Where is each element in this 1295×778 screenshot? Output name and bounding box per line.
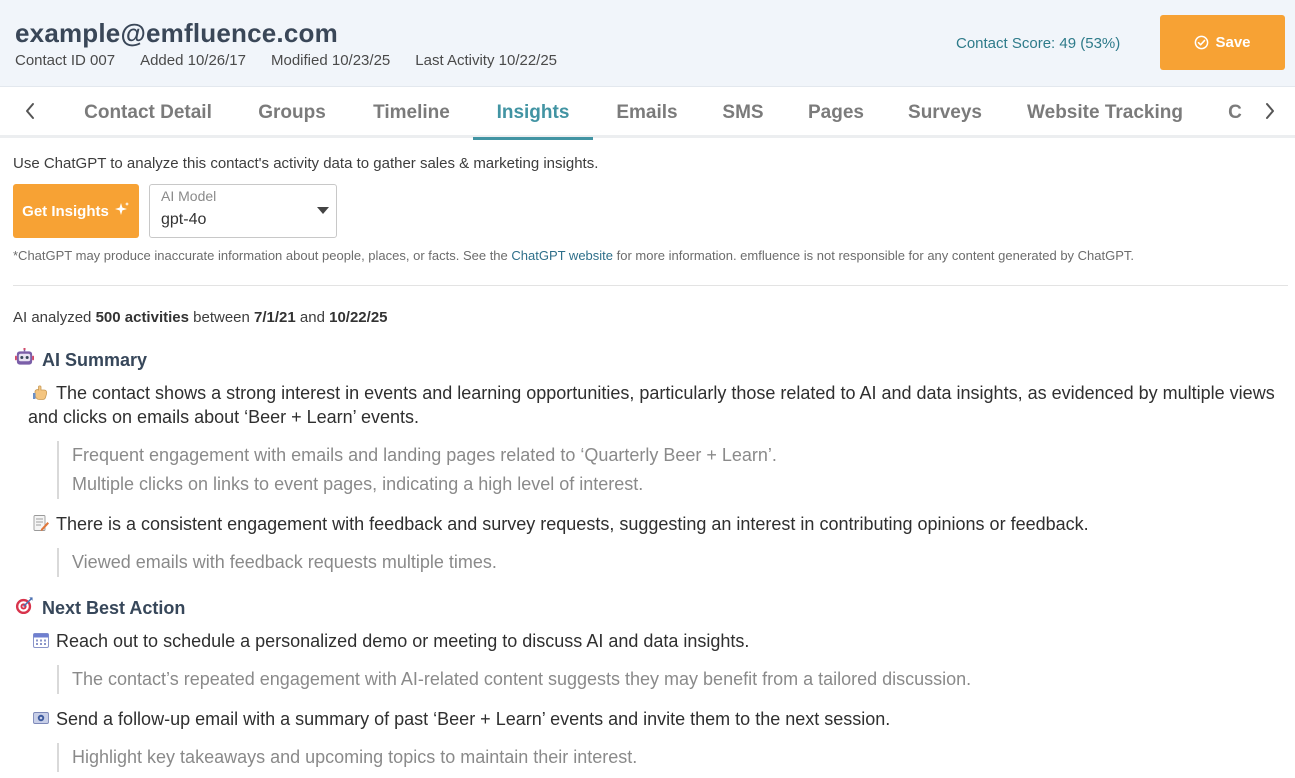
contact-header	[0, 0, 1295, 87]
email-icon	[32, 709, 50, 727]
summary-item-details	[57, 441, 777, 499]
disclaimer-text-end: for more information. emfluence is not responsible for any content generated by ChatGPT.	[613, 248, 1135, 263]
analyzed-and: and	[295, 309, 330, 326]
target-icon	[15, 596, 34, 620]
next-best-action-heading	[15, 596, 185, 620]
analyzed-start-date: 7/1/21	[254, 309, 296, 326]
summary-item-text: There is a consistent engagement with feedback and survey requests, suggesting an interest in contributing opinions or feedback.	[56, 514, 1089, 534]
get-insights-button[interactable]	[13, 184, 139, 238]
ai-model-select[interactable]	[149, 184, 337, 238]
save-label: Save	[1215, 34, 1251, 51]
tabs-scroll-right-button[interactable]	[1260, 100, 1280, 126]
tab-surveys[interactable]: Surveys	[908, 102, 982, 123]
chevron-left-icon	[24, 102, 36, 125]
detail-line: Frequent engagement with emails and landing pages related to ‘Quarterly Beer + Learn’.	[72, 445, 777, 465]
contact-added-date: Added 10/26/17	[140, 52, 246, 69]
summary-item-text: The contact shows a strong interest in events and learning opportunities, particularly those related to AI and data insights, as evidenced by multiple views and clicks on emails about ‘Beer + Learn’ events.	[28, 383, 1275, 427]
check-circle-icon	[1194, 35, 1209, 50]
action-item-details	[57, 743, 637, 772]
insights-intro: Use ChatGPT to analyze this contact's activity data to gather sales & marketing insights.	[13, 155, 599, 172]
next-best-action-title: Next Best Action	[42, 597, 186, 618]
chatgpt-website-link[interactable]: ChatGPT website	[511, 248, 614, 263]
tab-contact-detail[interactable]: Contact Detail	[84, 102, 212, 123]
save-button[interactable]	[1160, 15, 1285, 70]
tab-insights[interactable]: Insights	[473, 88, 593, 140]
summary-item-details	[57, 548, 497, 577]
detail-line: The contact’s repeated engagement with AI-related content suggests they may benefit from a tailored discussion.	[72, 669, 972, 689]
tab-groups[interactable]: Groups	[258, 102, 326, 123]
get-insights-label: Get Insights	[22, 202, 109, 220]
memo-icon	[32, 514, 50, 532]
tab-timeline[interactable]: Timeline	[373, 102, 450, 123]
sparkle-icon	[114, 201, 130, 221]
tab-truncated[interactable]: C	[1228, 102, 1242, 123]
contact-id: Contact ID 007	[15, 52, 116, 69]
action-item-text: Send a follow-up email with a summary of past ‘Beer + Learn’ events and invite them to the next session.	[56, 709, 891, 729]
summary-item	[28, 512, 1288, 536]
contact-email: example@emfluence.com	[15, 18, 338, 48]
chevron-right-icon	[1264, 102, 1276, 125]
summary-item	[28, 381, 1288, 429]
ai-model-label: AI Model	[161, 188, 217, 204]
analyzed-end-date: 10/22/25	[329, 309, 388, 326]
ai-summary-title: AI Summary	[42, 349, 148, 370]
disclaimer-text-start: *ChatGPT may produce inaccurate information about people, places, or facts. See the	[13, 248, 512, 263]
action-item	[28, 707, 1288, 731]
tab-emails[interactable]: Emails	[616, 102, 678, 123]
detail-line: Highlight key takeaways and upcoming topics to maintain their interest.	[72, 747, 638, 767]
detail-line: Multiple clicks on links to event pages, indicating a high level of interest.	[72, 474, 644, 494]
tab-website-tracking[interactable]: Website Tracking	[1027, 102, 1183, 123]
analysis-summary-line	[13, 309, 388, 326]
action-item-details	[57, 665, 971, 694]
contact-score: Contact Score: 49 (53%)	[956, 35, 1121, 52]
tab-pages[interactable]: Pages	[808, 102, 864, 123]
analyzed-between: between	[188, 309, 255, 326]
contact-last-activity: Last Activity 10/22/25	[415, 52, 558, 69]
tab-sms[interactable]: SMS	[722, 102, 764, 123]
section-divider	[13, 285, 1288, 286]
contact-meta	[15, 52, 557, 69]
caret-down-icon	[317, 207, 329, 214]
ai-summary-heading	[15, 348, 147, 372]
contact-modified-date: Modified 10/23/25	[271, 52, 391, 69]
detail-line: Viewed emails with feedback requests multiple times.	[72, 552, 497, 572]
pointing-hand-icon	[32, 383, 50, 401]
chatgpt-disclaimer	[13, 248, 1134, 263]
ai-model-value: gpt-4o	[161, 211, 207, 228]
analyzed-prefix: AI analyzed	[13, 309, 96, 326]
action-item-text: Reach out to schedule a personalized demo or meeting to discuss AI and data insights.	[56, 631, 750, 651]
tab-bar	[0, 88, 1295, 138]
robot-icon	[15, 348, 34, 372]
analyzed-count: 500 activities	[95, 309, 189, 326]
tabs-scroll-left-button[interactable]	[20, 100, 40, 126]
action-item	[28, 629, 1288, 653]
calendar-icon	[32, 631, 50, 649]
